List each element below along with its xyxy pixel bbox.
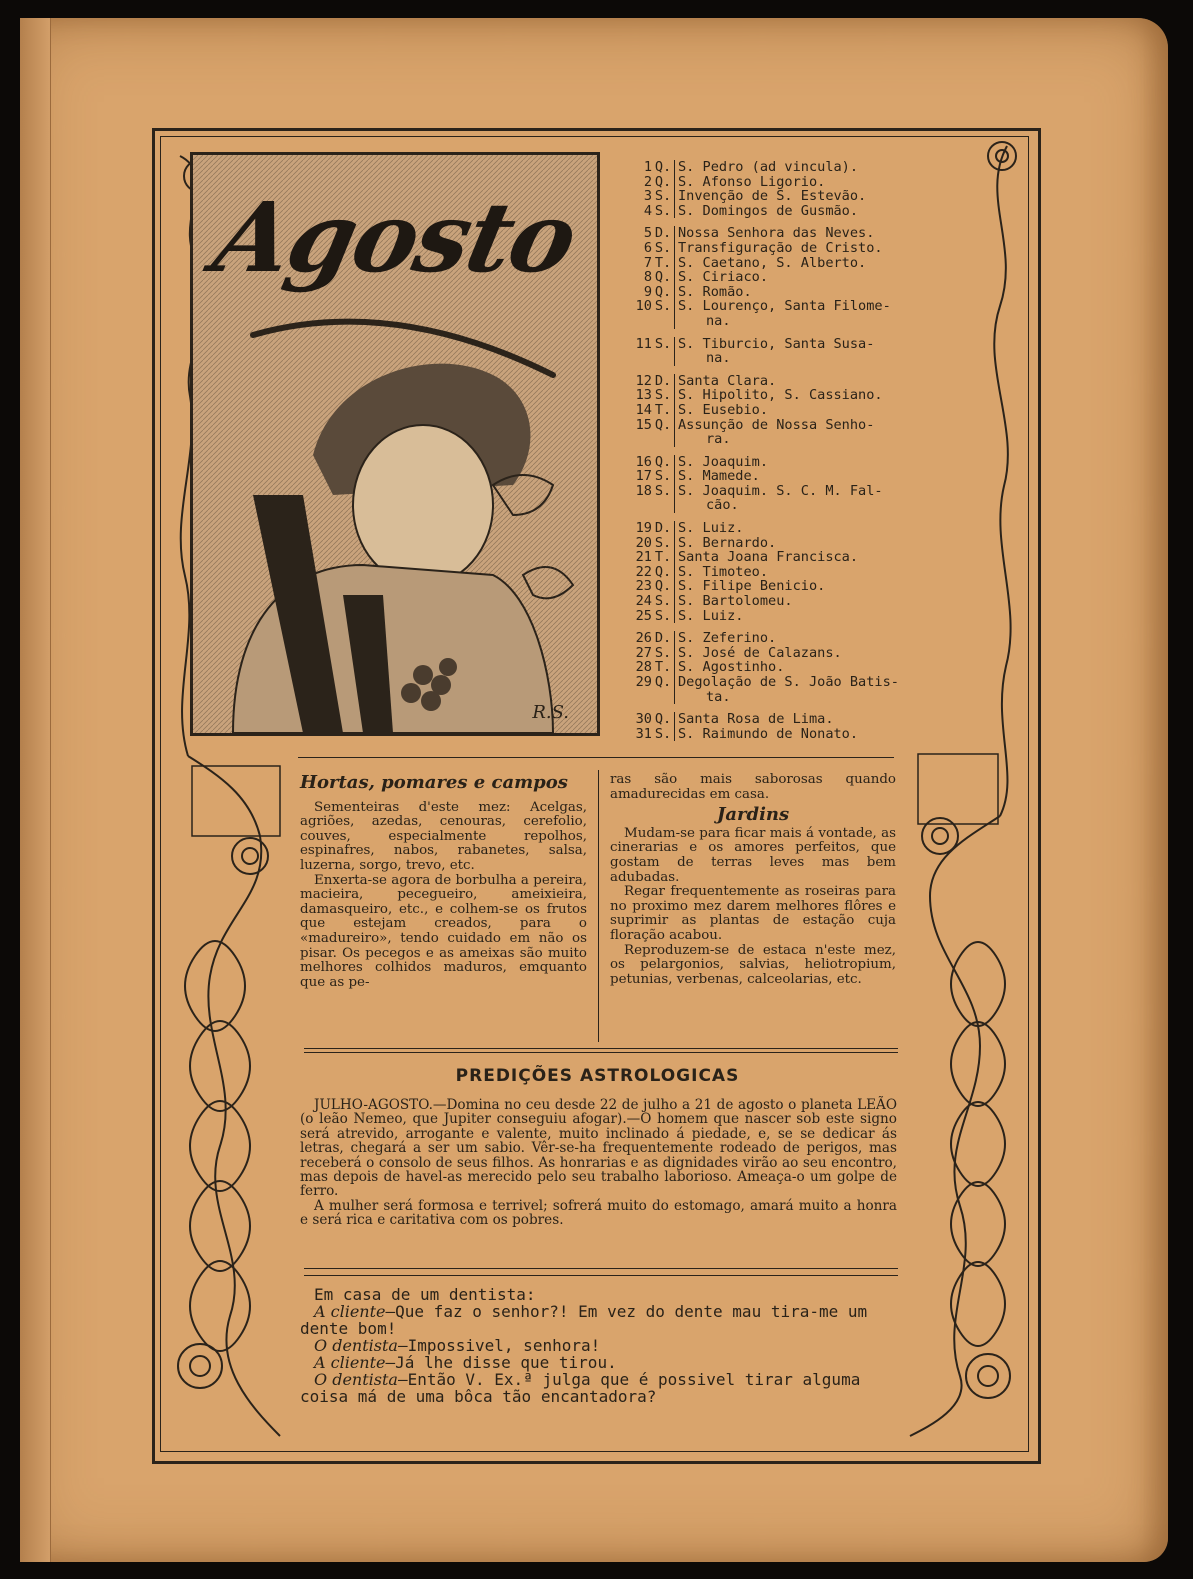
anedota-text-5: —Então V. Ex.ª julga que é possivel tirar alguma coisa má de uma bôca tão encantadora?: [300, 1370, 861, 1406]
calendar-day-9: [628, 285, 983, 300]
saint-name: [674, 469, 983, 484]
calendar-day-17: [628, 469, 983, 484]
calendar-day-26: [628, 631, 983, 646]
divider-anedota-2: [304, 1275, 898, 1276]
saint-name: [674, 660, 983, 675]
day-number: 31: [635, 725, 652, 742]
saint-name: [674, 241, 983, 256]
calendar-day-10: [628, 299, 983, 328]
anedota-line-1: Em casa de um dentista:: [314, 1285, 536, 1304]
calendar-day-29: [628, 675, 983, 704]
weekday-letter: S.: [654, 387, 672, 404]
saint-name-text: S. Lourenço, Santa Filome-: [678, 298, 891, 315]
hortas-column: [300, 772, 587, 990]
anedota-line-3: [300, 1337, 897, 1354]
saint-name-continuation: cão.: [706, 497, 739, 514]
month-title: Agosto: [204, 181, 586, 294]
saint-name: [674, 374, 983, 389]
day-number: 29: [635, 674, 652, 690]
day-number: 13: [635, 387, 652, 404]
saint-name-text: S. Eusebio.: [678, 401, 769, 418]
calendar-day-25: [628, 609, 983, 624]
day-number: 26: [635, 630, 652, 647]
calendar-day-21: [628, 550, 983, 565]
weekday-letter: D.: [654, 372, 672, 389]
saint-name-text: S. José de Calazans.: [678, 644, 842, 661]
calendar-day-20: [628, 536, 983, 551]
saint-name-text: S. Luiz.: [678, 520, 744, 537]
saint-name-text: Assunção de Nossa Senho-: [678, 416, 875, 433]
day-number: 11: [635, 335, 652, 352]
day-number: 20: [635, 534, 652, 551]
saint-name: [674, 285, 983, 300]
weekday-letter: T.: [654, 254, 672, 271]
day-number: 25: [635, 607, 652, 624]
artist-signature: R.S.: [532, 702, 569, 723]
saint-name-text: S. Afonso Ligorio.: [678, 173, 826, 190]
divider-predicoes: [304, 1048, 898, 1049]
weekday-letter: S.: [654, 644, 672, 661]
saint-name: [674, 727, 983, 742]
calendar-day-5: [628, 226, 983, 241]
weekday-letter: Q.: [654, 563, 672, 580]
calendar-day-2: [628, 175, 983, 190]
saint-name: [674, 337, 983, 366]
calendar-day-30: [628, 712, 983, 727]
weekday-letter: Q.: [654, 269, 672, 286]
divider-predicoes-2: [304, 1052, 898, 1053]
saint-name: [674, 418, 983, 447]
hortas-heading: Hortas, pomares e campos: [300, 772, 568, 793]
anedota-line-2: [300, 1303, 897, 1337]
jardins-paragraph-3: Reproduzem-se de estaca n'este mez, os pelargonios, salvias, heliotropium, petunias, verbenas, calceolarias, etc.: [610, 942, 896, 987]
weekday-letter: Q.: [654, 674, 672, 690]
saint-name: [674, 299, 983, 328]
saint-name-text: S. Joaquim. S. C. M. Fal-: [678, 482, 883, 499]
saint-name: [674, 609, 983, 624]
saint-name: [674, 484, 983, 513]
day-number: 19: [635, 520, 652, 537]
jardins-heading: Jardins: [716, 804, 790, 826]
saint-name-text: S. Ciriaco.: [678, 269, 769, 286]
calendar-day-3: [628, 189, 983, 204]
day-number: 12: [635, 372, 652, 389]
saint-name-text: S. Timoteo.: [678, 563, 769, 580]
saint-name: [674, 160, 983, 175]
jardins-column: [610, 773, 896, 987]
speaker-dentista: O dentista: [314, 1336, 398, 1355]
calendar-day-18: [628, 484, 983, 513]
saint-name-continuation: ra.: [706, 431, 731, 448]
weekday-letter: D.: [654, 520, 672, 537]
speaker-dentista-2: O dentista: [314, 1370, 398, 1389]
saint-name: [674, 631, 983, 646]
saint-name-continuation: na.: [706, 350, 731, 367]
saint-name: [674, 565, 983, 580]
calendar-day-23: [628, 579, 983, 594]
day-number: 7: [643, 254, 652, 271]
jardins-paragraph-2: Regar frequentemente as roseiras para no proximo mez darem melhores flôres e suprimir as plantas de estação cuja floração acabou.: [610, 884, 896, 943]
speaker-cliente-2: A cliente: [314, 1353, 386, 1372]
weekday-letter: S.: [654, 188, 672, 205]
anedota-line-4: [300, 1354, 897, 1371]
divider-calendar: [298, 757, 894, 758]
saint-name: [674, 256, 983, 271]
day-number: 8: [643, 269, 652, 286]
saint-name-text: S. Bartolomeu.: [678, 593, 793, 610]
weekday-letter: S.: [654, 239, 672, 256]
divider-columns-top: [598, 770, 599, 1042]
calendar-day-12: [628, 374, 983, 389]
saint-name-continuation: na.: [706, 312, 731, 329]
saint-name: [674, 189, 983, 204]
calendar-day-31: [628, 727, 983, 742]
speaker-cliente: A cliente: [314, 1302, 386, 1321]
saint-name-text: S. Tiburcio, Santa Susa-: [678, 335, 875, 352]
calendar-day-27: [628, 646, 983, 661]
saint-name-text: S. Agostinho.: [678, 659, 785, 676]
day-number: 3: [643, 188, 652, 205]
weekday-letter: Q.: [654, 711, 672, 728]
weekday-letter: S.: [654, 725, 672, 742]
dentist-anecdote: [300, 1286, 897, 1405]
saint-name: [674, 270, 983, 285]
predicoes-paragraph-2: A mulher será formosa e terrivel; sofrerá muito do estomago, amará muito a honra e será rica e caritativa com os pobres.: [300, 1197, 897, 1229]
anedota-line-5: [300, 1371, 897, 1405]
divider-anedota: [304, 1268, 898, 1269]
saint-name-text: S. Hipolito, S. Cassiano.: [678, 387, 883, 404]
weekday-letter: D.: [654, 225, 672, 242]
day-number: 1: [643, 159, 652, 175]
weekday-letter: T.: [654, 549, 672, 566]
calendar-day-1: [628, 160, 983, 175]
saint-name: [674, 226, 983, 241]
saint-name-text: Transfiguração de Cristo.: [678, 239, 883, 256]
weekday-letter: T.: [654, 401, 672, 418]
book-spine: [20, 18, 51, 1562]
day-number: 21: [635, 549, 652, 566]
weekday-letter: S.: [654, 335, 672, 352]
weekday-letter: Q.: [654, 283, 672, 300]
saints-calendar: [628, 160, 983, 741]
weekday-letter: D.: [654, 630, 672, 647]
agosto-illustration: [190, 152, 600, 736]
saint-name: [674, 712, 983, 727]
hortas-paragraph-1: Sementeiras d'este mez: Acelgas, agriões, azedas, cenouras, cerefolio, couves, especialmente repolhos, espinafres, nabos, rabanetes, salsa, luzerna, sorgo, trevo, etc.: [300, 799, 587, 873]
calendar-day-22: [628, 565, 983, 580]
saint-name-text: Santa Joana Francisca.: [678, 549, 859, 566]
saint-name: [674, 403, 983, 418]
day-number: 6: [643, 239, 652, 256]
weekday-letter: Q.: [654, 453, 672, 470]
predicoes-heading: PREDIÇÕES ASTROLOGICAS: [455, 1066, 740, 1086]
day-number: 24: [635, 593, 652, 610]
saint-name-text: S. Raimundo de Nonato.: [678, 725, 859, 742]
saint-name: [674, 175, 983, 190]
saint-name: [674, 388, 983, 403]
day-number: 2: [643, 173, 652, 190]
predicoes-paragraph-1: JULHO-AGOSTO.—Domina no ceu desde 22 de julho a 21 de agosto o planeta LEÃO (o leão Nemeo, que Jupiter conseguiu afogar).—O homem que nascer sob este signo será atrevido, arrogante e valente, muito inclinado á piedade, e, se se dedicar ás letras, chegará a ser um sabio. Vêr-se-ha frequentemente rodeado de perigos, mas receberá o consolo de seus filhos. As honrarias e as dignidades virão ao seu encontro, mas depois de havel-as merecido pelo seu trabalho laborioso. Ameaça-o um golpe de ferro.: [300, 1097, 897, 1200]
calendar-day-6: [628, 241, 983, 256]
calendar-day-15: [628, 418, 983, 447]
day-number: 27: [635, 644, 652, 661]
day-number: 10: [635, 298, 652, 315]
day-number: 22: [635, 563, 652, 580]
day-number: 16: [635, 453, 652, 470]
day-number: 17: [635, 468, 652, 485]
saint-name-text: Santa Clara.: [678, 372, 777, 389]
saint-name: [674, 521, 983, 536]
saint-name-text: S. Bernardo.: [678, 534, 777, 551]
weekday-letter: S.: [654, 593, 672, 610]
weekday-letter: S.: [654, 607, 672, 624]
day-number: 23: [635, 578, 652, 595]
calendar-day-13: [628, 388, 983, 403]
saint-name-text: S. Caetano, S. Alberto.: [678, 254, 867, 271]
calendar-day-14: [628, 403, 983, 418]
saint-name: [674, 204, 983, 219]
anedota-text-3: —Impossivel, senhora!: [397, 1336, 601, 1355]
calendar-day-28: [628, 660, 983, 675]
saint-name: [674, 675, 983, 704]
weekday-letter: S.: [654, 202, 672, 219]
day-number: 4: [643, 202, 652, 219]
calendar-day-24: [628, 594, 983, 609]
day-number: 5: [643, 225, 652, 242]
day-number: 30: [635, 711, 652, 728]
saint-name-text: S. Pedro (ad vincula).: [678, 159, 859, 175]
anedota-text-2: —Que faz o senhor?! Em vez do dente mau tira-me um dente bom!: [300, 1302, 868, 1338]
calendar-day-19: [628, 521, 983, 536]
calendar-day-4: [628, 204, 983, 219]
saint-name-continuation: ta.: [706, 688, 731, 705]
saint-name-text: S. Romão.: [678, 283, 752, 300]
saint-name: [674, 536, 983, 551]
weekday-letter: S.: [654, 482, 672, 499]
saint-name-text: S. Domingos de Gusmão.: [678, 202, 859, 219]
weekday-letter: S.: [654, 534, 672, 551]
saint-name-text: S. Zeferino.: [678, 630, 777, 647]
weekday-letter: S.: [654, 468, 672, 485]
day-number: 9: [643, 283, 652, 300]
day-number: 15: [635, 416, 652, 433]
jardins-paragraph-1: Mudam-se para ficar mais á vontade, as cinerarias e os amores perfeitos, que gostam de terras leves mas bem adubadas.: [610, 825, 896, 885]
saint-name: [674, 550, 983, 565]
weekday-letter: T.: [654, 659, 672, 676]
saint-name-text: S. Joaquim.: [678, 453, 769, 470]
day-number: 18: [635, 482, 652, 499]
calendar-day-8: [628, 270, 983, 285]
saint-name-text: Invenção de S. Estevão.: [678, 188, 867, 205]
saint-name-text: Degolação de S. João Batis-: [678, 674, 899, 690]
saint-name-text: Santa Rosa de Lima.: [678, 711, 834, 728]
hortas-paragraph-2-continued: ras são mais saborosas quando amadurecidas em casa.: [610, 772, 896, 802]
saint-name: [674, 594, 983, 609]
saint-name-text: S. Filipe Benicio.: [678, 578, 826, 595]
weekday-letter: Q.: [654, 173, 672, 190]
weekday-letter: Q.: [654, 578, 672, 595]
saint-name-text: S. Mamede.: [678, 468, 760, 485]
calendar-day-7: [628, 256, 983, 271]
saint-name-text: Nossa Senhora das Neves.: [678, 225, 875, 242]
predicoes-body: [300, 1098, 897, 1228]
weekday-letter: S.: [654, 298, 672, 315]
weekday-letter: Q.: [654, 159, 672, 175]
hortas-paragraph-2: Enxerta-se agora de borbulha a pereira, macieira, pecegueiro, ameixieira, damasqueiro, etc., e colhem-se os frutos que estejam creados, para o «madureiro», tendo cuidado em não os pisar. Os pecegos e as ameixas são muito melhores colhidos maduros, emquanto que as pe-: [300, 872, 587, 990]
calendar-day-16: [628, 455, 983, 470]
saint-name: [674, 646, 983, 661]
saint-name: [674, 455, 983, 470]
saint-name: [674, 579, 983, 594]
day-number: 14: [635, 401, 652, 418]
day-number: 28: [635, 659, 652, 676]
calendar-day-11: [628, 337, 983, 366]
saint-name-text: S. Luiz.: [678, 607, 744, 624]
weekday-letter: Q.: [654, 416, 672, 433]
anedota-text-4: —Já lhe disse que tirou.: [385, 1353, 617, 1372]
